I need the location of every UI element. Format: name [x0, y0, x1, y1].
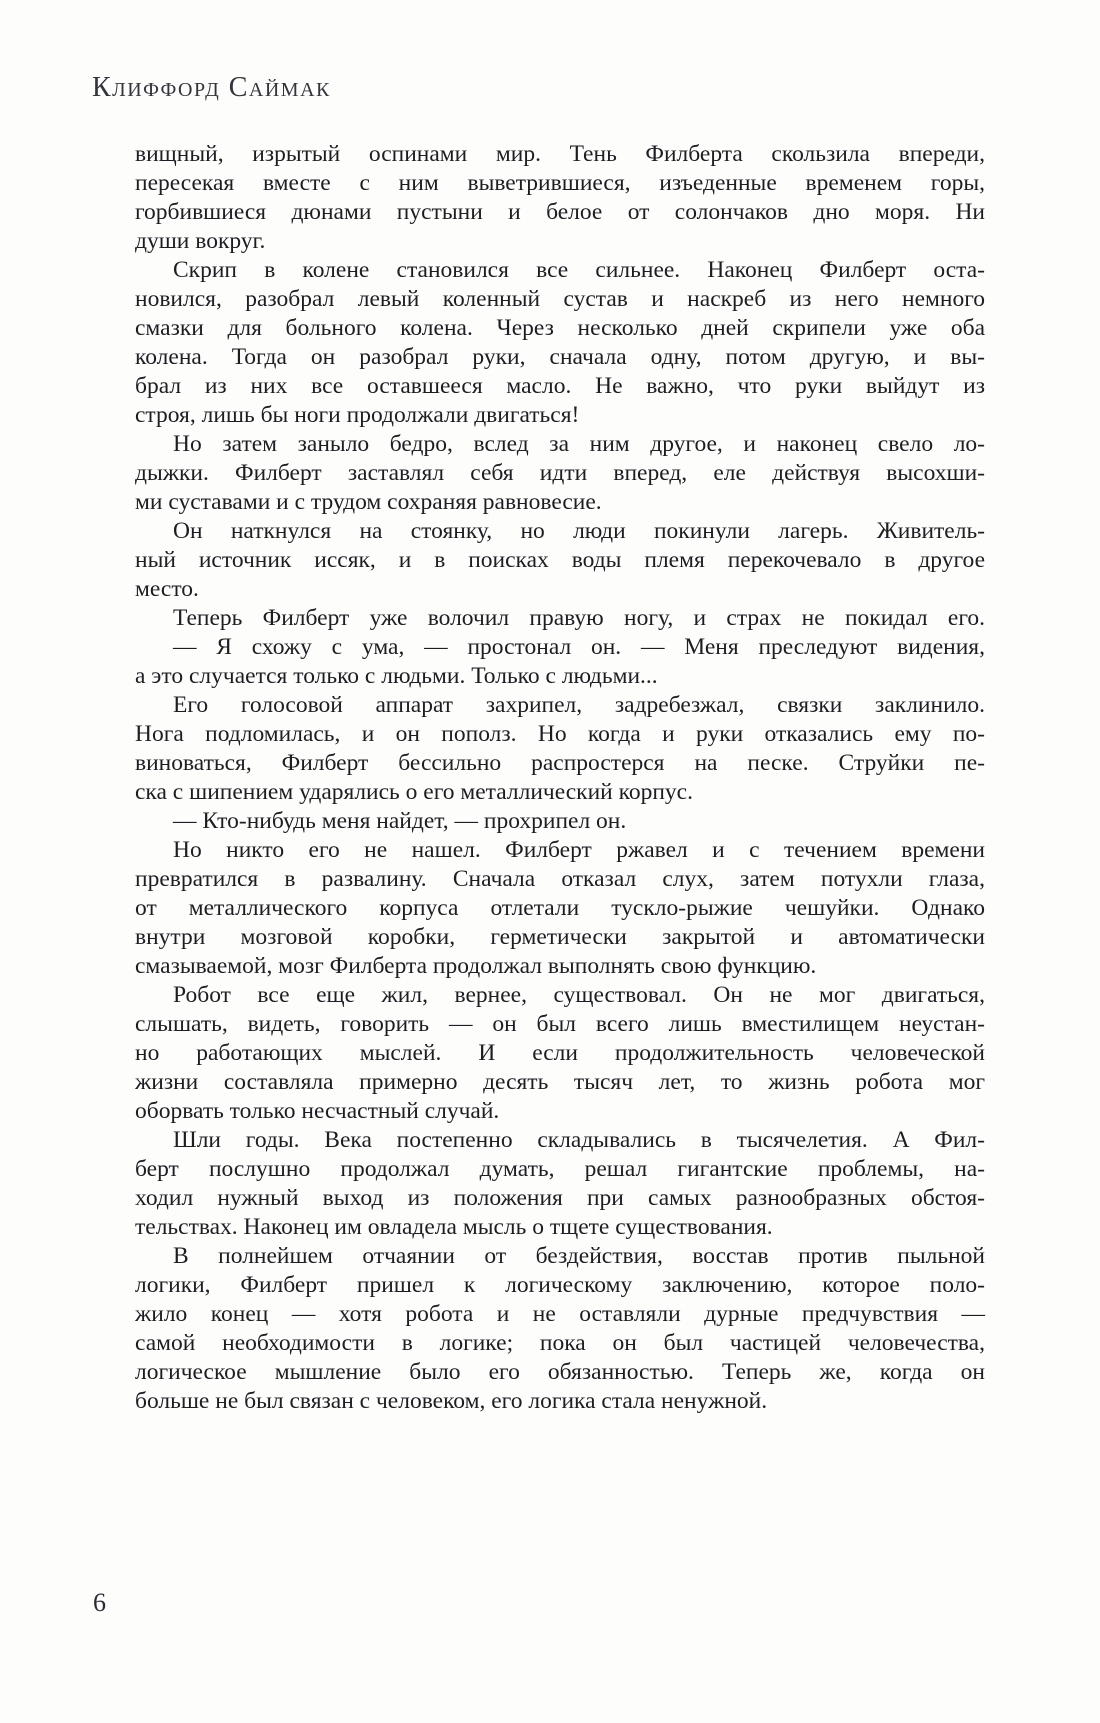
- text-line: самой необходимости в логике; пока он был частицей человечества,: [135, 1330, 985, 1356]
- text-line: В полнейшем отчаянии от бездействия, восстав против пыльной: [173, 1243, 985, 1269]
- text-line: Нога подломилась, и он пополз. Но когда и руки отказались ему по-: [135, 721, 985, 747]
- text-line: виноваться, Филберт бессильно распростерся на песке. Струйки пе-: [135, 750, 985, 776]
- text-line: Шли годы. Века постепенно складывались в тысячелетия. А Фил-: [173, 1127, 985, 1153]
- text-line: Но никто его не нашел. Филберт ржавел и с течением времени: [173, 837, 985, 863]
- text-line: ходил нужный выход из положения при самых разнообразных обстоя-: [135, 1185, 985, 1211]
- text-line: но работающих мыслей. И если продолжительность человеческой: [135, 1040, 985, 1066]
- paragraph: [135, 256, 985, 430]
- text-line: новился, разобрал левый коленный сустав и наскреб из него немного: [135, 286, 985, 312]
- running-header-author: Клиффорд Саймак: [92, 72, 331, 103]
- text-line: ный источник иссяк, и в поисках воды племя перекочевало в другое: [135, 547, 985, 573]
- text-line: Робот все еще жил, вернее, существовал. Он не мог двигаться,: [173, 982, 985, 1008]
- text-line: тельствах. Наконец им овладела мысль о тщете существования.: [135, 1214, 773, 1240]
- text-line: Скрип в колене становился все сильнее. Наконец Филберт оста-: [173, 257, 985, 283]
- text-line: больше не был связан с человеком, его логика стала ненужной.: [135, 1388, 768, 1414]
- paragraph: [135, 1126, 985, 1242]
- text-line: внутри мозговой коробки, герметически закрытой и автоматически: [135, 924, 985, 950]
- paragraph: [135, 430, 985, 517]
- text-line: вищный, изрытый оспинами мир. Тень Филберта скользила впереди,: [135, 141, 985, 167]
- text-line: берт послушно продолжал думать, решал гигантские проблемы, на-: [135, 1156, 985, 1182]
- text-line: логики, Филберт пришел к логическому заключению, которое поло-: [135, 1272, 985, 1298]
- paragraph: [135, 691, 985, 807]
- text-line: оборвать только несчастный случай.: [135, 1098, 500, 1124]
- paragraph: [135, 1242, 985, 1416]
- text-line: слышать, видеть, говорить — он был всего лишь вместилищем неустан-: [135, 1011, 985, 1037]
- text-line: души вокруг.: [135, 228, 266, 254]
- text-line: ми суставами и с трудом сохраняя равновесие.: [135, 489, 602, 515]
- body-text-block: [135, 140, 985, 1416]
- paragraph: [135, 981, 985, 1126]
- text-line: пересекая вместе с ним выветрившиеся, изъеденные временем горы,: [135, 170, 985, 196]
- text-line: горбившиеся дюнами пустыни и белое от солончаков дно моря. Ни: [135, 199, 985, 225]
- paragraph: [135, 604, 985, 633]
- text-line: Он наткнулся на стоянку, но люди покинули лагерь. Живитель-: [173, 518, 985, 544]
- text-line: Но затем заныло бедро, вслед за ним другое, и наконец свело ло-: [173, 431, 985, 457]
- text-line: смазки для больного колена. Через несколько дней скрипели уже оба: [135, 315, 985, 341]
- text-line: смазываемой, мозг Филберта продолжал выполнять свою функцию.: [135, 953, 817, 979]
- text-line: дыжки. Филберт заставлял себя идти вперед, еле действуя высохши-: [135, 460, 985, 486]
- text-line: — Кто-нибудь меня найдет, — прохрипел он.: [173, 808, 627, 834]
- text-line: строя, лишь бы ноги продолжали двигаться!: [135, 402, 580, 428]
- text-line: Его голосовой аппарат захрипел, задребезжал, связки заклинило.: [173, 692, 985, 718]
- text-line: — Я схожу с ума, — простонал он. — Меня преследуют видения,: [173, 634, 985, 660]
- paragraph: [135, 633, 985, 691]
- text-line: логическое мышление было его обязанностью. Теперь же, когда он: [135, 1359, 985, 1385]
- text-line: а это случается только с людьми. Только с людьми...: [135, 663, 658, 689]
- text-line: колена. Тогда он разобрал руки, сначала одну, потом другую, и вы-: [135, 344, 985, 370]
- text-line: жило конец — хотя робота и не оставляли дурные предчувствия —: [135, 1301, 985, 1327]
- text-line: превратился в развалину. Сначала отказал слух, затем потухли глаза,: [135, 866, 985, 892]
- text-line: жизни составляла примерно десять тысяч лет, то жизнь робота мог: [135, 1069, 985, 1095]
- text-line: брал из них все оставшееся масло. Не важно, что руки выйдут из: [135, 373, 985, 399]
- text-line: ска с шипением ударялись о его металлический корпус.: [135, 779, 693, 805]
- paragraph: [135, 140, 985, 256]
- text-line: место.: [135, 576, 199, 602]
- paragraph: [135, 517, 985, 604]
- paragraph: [135, 807, 985, 836]
- text-line: от металлического корпуса отлетали тускло-рыжие чешуйки. Однако: [135, 895, 985, 921]
- paragraph: [135, 836, 985, 981]
- page-number: 6: [93, 1588, 106, 1617]
- text-line: Теперь Филберт уже волочил правую ногу, и страх не покидал его.: [173, 605, 985, 631]
